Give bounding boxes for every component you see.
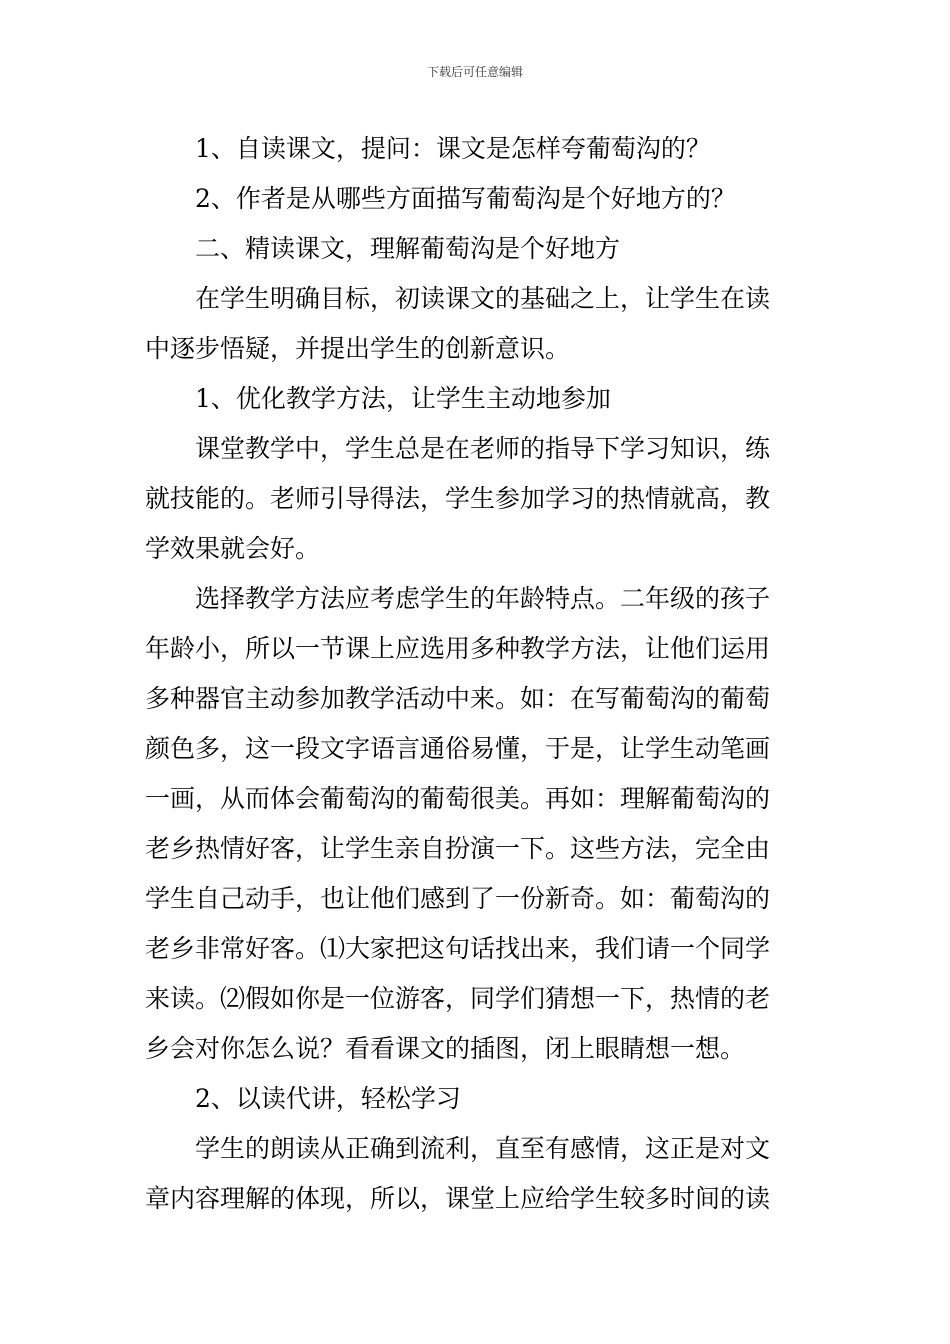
paragraph	[145, 374, 815, 424]
paragraph	[145, 124, 815, 174]
text-line: 颜色多，这一段文字语言通俗易懂，于是，让学生动笔画	[145, 734, 771, 763]
text-line: 老乡热情好客，让学生亲自扮演一下。这些方法，完全由	[145, 834, 771, 863]
text-line: 1、自读课文，提问：课文是怎样夸葡萄沟的？	[195, 134, 711, 163]
paragraph	[145, 174, 815, 224]
text-line: 学生自己动手，也让他们感到了一份新奇。如：葡萄沟的	[145, 884, 771, 913]
text-line: 2、以读代讲，轻松学习	[195, 1084, 461, 1113]
text-line: 2、作者是从哪些方面描写葡萄沟是个好地方的？	[195, 184, 736, 213]
text-line: 年龄小，所以一节课上应选用多种教学方法，让他们运用	[145, 634, 771, 663]
document-body	[145, 124, 815, 1224]
text-line: 二、精读课文，理解葡萄沟是个好地方	[195, 234, 621, 263]
text-line: 一画，从而体会葡萄沟的葡萄很美。再如：理解葡萄沟的	[145, 784, 771, 813]
text-line: 中逐步悟疑，并提出学生的创新意识。	[145, 334, 571, 363]
paragraph	[145, 224, 815, 274]
text-line: 课堂教学中，学生总是在老师的指导下学习知识，练	[195, 434, 771, 463]
paragraph	[145, 274, 815, 374]
text-line: 就技能的。老师引导得法，学生参加学习的热情就高，教	[145, 484, 771, 513]
text-line: 学生的朗读从正确到流利，直至有感情，这正是对文	[195, 1134, 771, 1163]
text-line: 学效果就会好。	[145, 534, 321, 563]
text-line: 来读。⑵假如你是一位游客，同学们猜想一下，热情的老	[145, 984, 771, 1013]
text-line: 章内容理解的体现，所以，课堂上应给学生较多时间的读	[145, 1184, 771, 1213]
paragraph	[145, 424, 815, 574]
text-line: 在学生明确目标，初读课文的基础之上，让学生在读	[195, 284, 771, 313]
paragraph	[145, 1074, 815, 1124]
text-line: 多种器官主动参加教学活动中来。如：在写葡萄沟的葡萄	[145, 684, 771, 713]
text-line: 乡会对你怎么说？看看课文的插图，闭上眼睛想一想。	[145, 1034, 746, 1063]
text-line: 老乡非常好客。⑴大家把这句话找出来，我们请一个同学	[145, 934, 771, 963]
page-header: 下载后可任意编辑	[426, 65, 523, 79]
text-line: 1、优化教学方法，让学生主动地参加	[195, 384, 611, 413]
paragraph	[145, 1124, 815, 1224]
text-line: 选择教学方法应考虑学生的年龄特点。二年级的孩子	[195, 584, 771, 613]
paragraph	[145, 574, 815, 1074]
